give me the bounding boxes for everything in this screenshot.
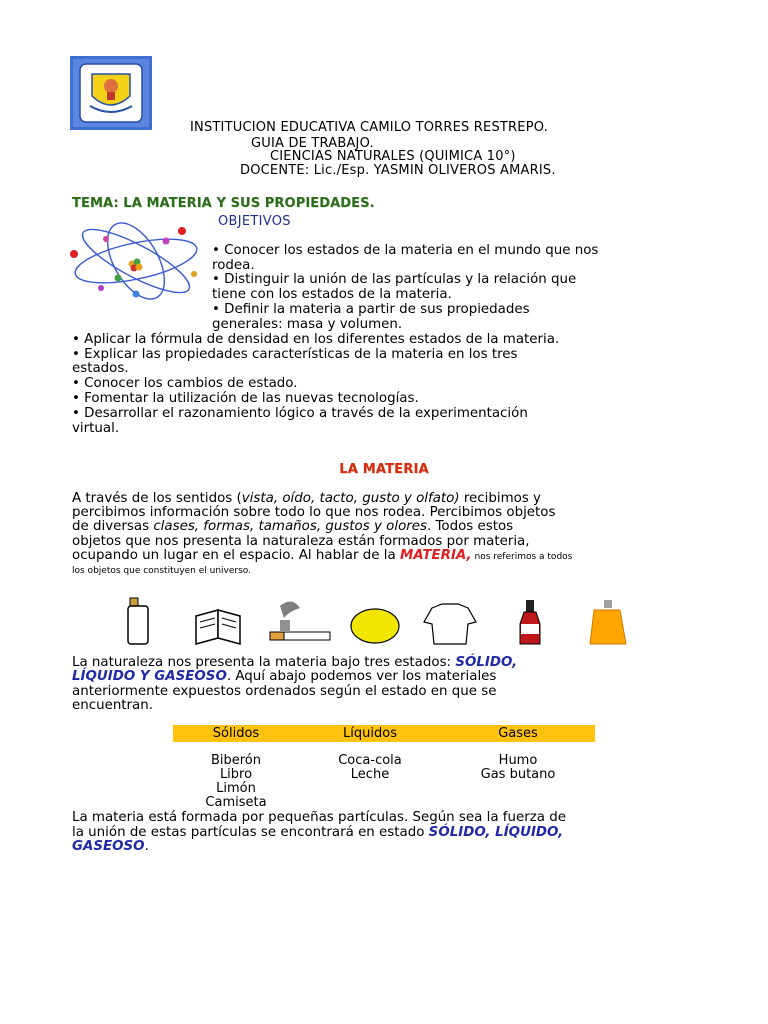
objective-line: • Aplicar la fórmula de densidad en los diferentes estados de la materia.: [72, 332, 560, 347]
lemon-icon: [351, 609, 399, 643]
objective-line: • Fomentar la utilización de las nuevas tecnologías.: [72, 391, 419, 406]
paragraph-line: encuentran.: [72, 698, 154, 713]
table-cell: Limón: [216, 781, 256, 796]
materials-illustrations: [120, 594, 640, 650]
book-icon: [196, 610, 240, 644]
objective-line: tiene con los estados de la materia.: [212, 287, 452, 302]
gas-canister-icon: [590, 600, 626, 644]
table-cell: Humo: [498, 753, 538, 768]
table-cell: Biberón: [210, 753, 262, 768]
table-header-liquidos: Líquidos: [343, 726, 397, 741]
section-title: LA MATERIA: [339, 462, 429, 477]
objectives-heading: OBJETIVOS: [218, 214, 291, 229]
table-cell: Libro: [219, 767, 253, 782]
baby-bottle-icon: [128, 598, 148, 644]
guide-title: GUIA DE TRABAJO.: [251, 136, 374, 151]
paragraph-line: los objetos que constituyen el universo.: [72, 566, 252, 576]
objective-line: • Definir la materia a partir de sus propiedades: [212, 302, 530, 317]
paragraph-line: anteriormente expuestos ordenados según el estado en que se: [72, 684, 497, 699]
paragraph-line: de diversas clases, formas, tamaños, gustos y olores. Todos estos: [72, 519, 514, 534]
objective-line: • Distinguir la unión de las partículas y la relación que: [212, 272, 577, 287]
topic-heading: TEMA: LA MATERIA Y SUS PROPIEDADES.: [72, 196, 375, 211]
table-cell: Gas butano: [480, 767, 556, 782]
table-cell: Leche: [350, 767, 390, 782]
paragraph-line: La materia está formada por pequeñas partículas. Según sea la fuerza de: [72, 810, 566, 825]
paragraph-line: percibimos información sobre todo lo que nos rodea. Percibimos objetos: [72, 505, 556, 520]
paragraph-line: La naturaleza nos presenta la materia bajo tres estados: SÓLIDO,: [72, 655, 518, 670]
objective-line: rodea.: [212, 258, 255, 273]
institution-name: INSTITUCION EDUCATIVA CAMILO TORRES RESTREPO.: [190, 120, 548, 135]
paragraph-line: A través de los sentidos (vista, oído, tacto, gusto y olfato) recibimos y: [72, 491, 541, 506]
objective-line: generales: masa y volumen.: [212, 317, 403, 332]
cigarette-icon: [270, 601, 330, 640]
table-header-gases: Gases: [498, 726, 538, 741]
teacher-name: DOCENTE: Lic./Esp. YASMIN OLIVEROS AMARIS.: [240, 163, 556, 178]
paragraph-line: objetos que nos presenta la naturaleza están formados por materia,: [72, 534, 530, 549]
subject-title: CIENCIAS NATURALES (QUIMICA 10°): [270, 149, 516, 164]
table-header-solidos: Sólidos: [212, 726, 260, 741]
objective-line: virtual.: [72, 421, 120, 436]
paragraph-line: GASEOSO.: [72, 839, 149, 854]
objective-line: • Conocer los cambios de estado.: [72, 376, 298, 391]
objective-line: • Explicar las propiedades características de la materia en los tres: [72, 347, 518, 362]
paragraph-line: ocupando un lugar en el espacio. Al hablar de la MATERIA, nos referimos a todos: [72, 548, 573, 563]
atom-icon: [66, 216, 206, 306]
paragraph-line: LÍQUIDO Y GASEOSO. Aquí abajo podemos ver los materiales: [72, 669, 497, 684]
objective-line: • Conocer los estados de la materia en el mundo que nos: [212, 243, 599, 258]
objective-line: • Desarrollar el razonamiento lógico a través de la experimentación: [72, 406, 528, 421]
school-crest-logo: [70, 56, 152, 130]
shirt-icon: [424, 604, 476, 644]
table-cell: Camiseta: [205, 795, 267, 810]
paragraph-line: la unión de estas partículas se encontrará en estado SÓLIDO, LÍQUIDO,: [72, 825, 564, 840]
cola-bottle-icon: [520, 600, 540, 644]
objective-line: estados.: [72, 361, 129, 376]
table-cell: Coca-cola: [338, 753, 402, 768]
